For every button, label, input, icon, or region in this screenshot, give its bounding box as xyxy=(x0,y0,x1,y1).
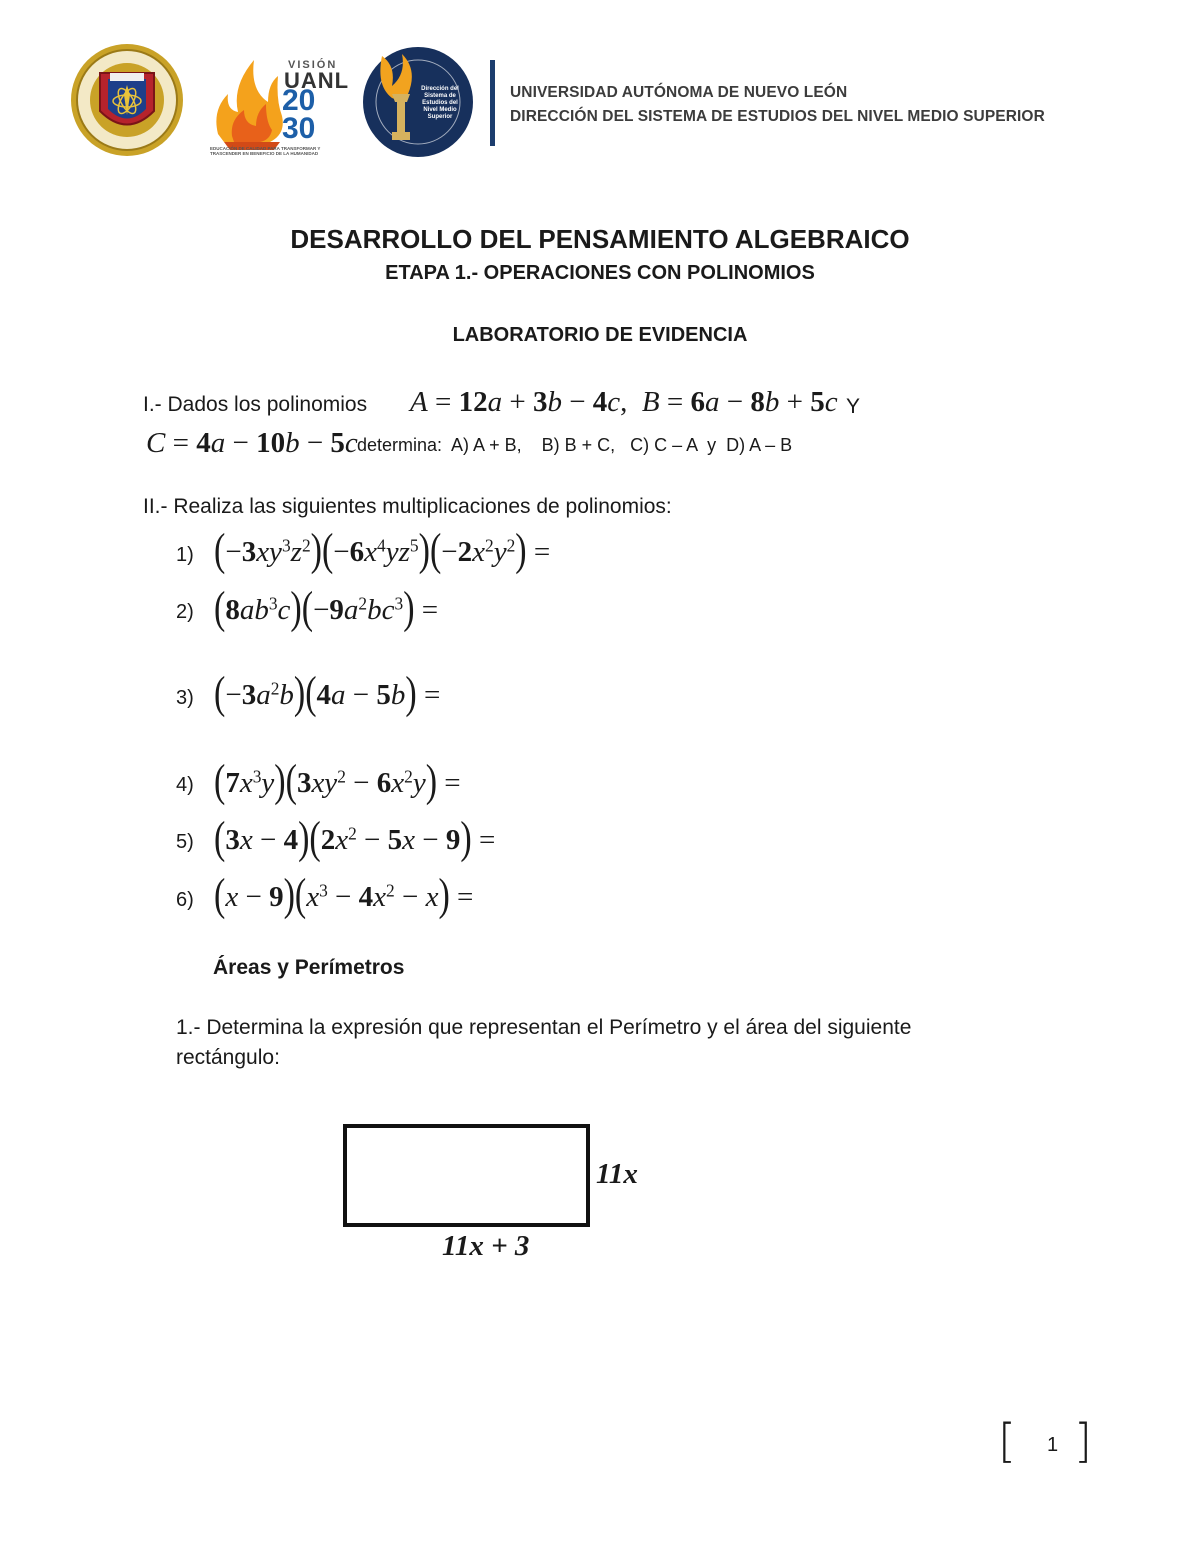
exercise-label: 6) xyxy=(176,889,194,911)
uanl-crest-logo xyxy=(70,43,184,157)
exercise-3-expression: $(-3a^2b)(4a - 5b)$ = xyxy=(214,668,441,719)
exercise-6-expression: $(x - 9)(x^3 - 4x^2 - x)$ = xyxy=(214,870,474,921)
header-university: UNIVERSIDAD AUTÓNOMA DE NUEVO LEÓN xyxy=(510,84,848,101)
page-subtitle: ETAPA 1.- OPERACIONES CON POLINOMIOS xyxy=(385,262,815,284)
rectangle-base-label xyxy=(442,1232,529,1261)
polynomial-a-b: A = 12a + 3b − 4c, B = 6a − 8b + 5c xyxy=(410,386,838,418)
vision-uanl-2030-logo xyxy=(210,50,350,158)
year-20: 20 xyxy=(282,84,316,117)
lab-title: LABORATORIO DE EVIDENCIA xyxy=(452,324,748,346)
section1-intro: I.- Dados los polinomios xyxy=(143,393,368,416)
page-bracket-right: ] xyxy=(1074,1414,1092,1468)
exercise-2-expression: $(8ab^3c)(-9a^2bc^3)$ = xyxy=(214,583,439,634)
direccion-sistema-estudios-logo xyxy=(362,46,474,158)
exercise-5-expression: $(3x - 4)(2x^2 - 5x - 9)$ = xyxy=(214,813,496,864)
header-divider xyxy=(490,60,495,146)
header-direction: DIRECCIÓN DEL SISTEMA DE ESTUDIOS DEL NIVEL MEDIO SUPERIOR xyxy=(510,108,1045,125)
areas-heading: Áreas y Perímetros xyxy=(213,956,405,979)
exercise-1-expression: $(-3xy^3z^2)(-6x^4yz^5)(-2x^2y^2)$ = xyxy=(214,525,551,576)
polynomial-c: C = 4a − 10b − 5c xyxy=(146,427,358,459)
dsenms-logo-text: Dirección del Sistema de Estudios del Nivel Medio Superior xyxy=(421,86,459,120)
exercise-4-expression: $(7x^3y)(3xy^2 - 6x^2y)$ = xyxy=(214,756,461,807)
exercise-label: 2) xyxy=(176,601,194,623)
areas-problem-line2: rectángulo: xyxy=(176,1046,280,1069)
side-label-text: 11x xyxy=(596,1158,638,1190)
exercise-label: 5) xyxy=(176,831,194,853)
vision-word: VISIÓN xyxy=(288,59,338,71)
page-number: 1 xyxy=(1047,1434,1059,1456)
vision-caption: EDUCACIÓN DE CALIDAD PARA TRANSFORMAR Y TRASCENDER EN BENEFICIO DE LA HUMANIDAD xyxy=(210,146,321,156)
section1-instruction: determina: A) A + B, B) B + C, C) C – A y D) A – B xyxy=(357,435,793,455)
page-bracket-left: [ xyxy=(998,1414,1016,1468)
rectangle-diagram xyxy=(343,1124,590,1227)
exercise-label: 4) xyxy=(176,774,194,796)
areas-problem-line1: 1.- Determina la expresión que representan el Perímetro y el área del siguiente xyxy=(176,1016,912,1039)
exercise-label: 3) xyxy=(176,687,194,709)
base-label-text: 11x + 3 xyxy=(442,1230,530,1262)
page-title: DESARROLLO DEL PENSAMIENTO ALGEBRAICO xyxy=(290,224,910,254)
uanl-word: UANL xyxy=(284,68,350,93)
section1-connector: Y xyxy=(846,395,861,418)
year-30: 30 xyxy=(282,112,316,145)
section2-intro: II.- Realiza las siguientes multiplicaciones de polinomios: xyxy=(143,495,672,518)
exercise-label: 1) xyxy=(176,544,194,566)
rectangle-side-label xyxy=(596,1160,638,1189)
